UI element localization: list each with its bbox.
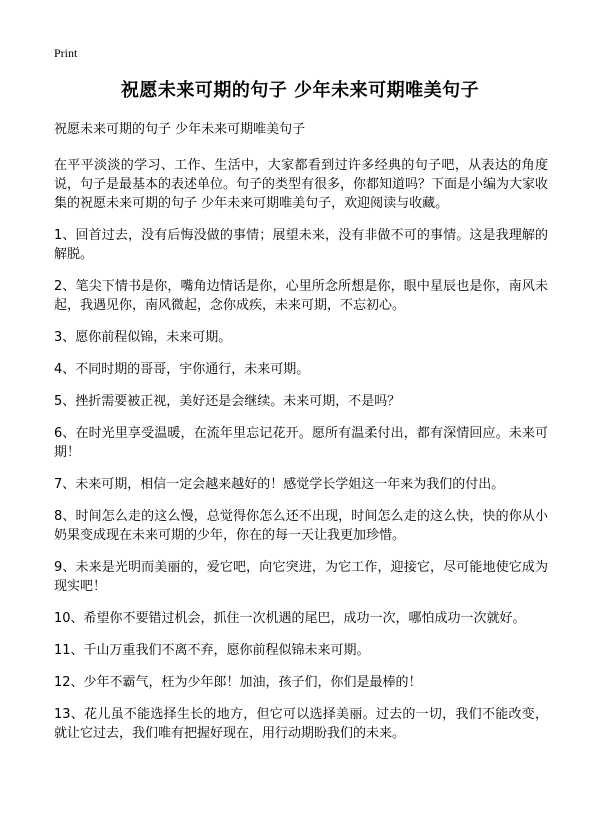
paragraph-4: 4、不同时期的哥哥，宇你通行，未来可期。: [54, 362, 310, 377]
article-subtitle: 祝愿未来可期的句子 少年未来可期唯美句子: [54, 122, 306, 137]
page-title: 祝愿未来可期的句子 少年未来可期唯美句子: [120, 80, 480, 101]
paragraph-11: 11、千山万重我们不离不弃，愿你前程似锦未来可期。: [54, 643, 370, 658]
paragraph-8: 8、时间怎么走的这么慢，总觉得你怎么还不出现，时间怎么走的这么快，快的你从小奶果变成现在未来可期的少年，你在的每一天让我更加珍惜。: [54, 509, 548, 543]
paragraph-10: 10、希望你不要错过机会，抓住一次机遇的尾巴，成功一次，哪怕成功一次就好。: [54, 611, 526, 626]
paragraph-12: 12、少年不霸气，枉为少年郎！加油，孩子们，你们是最棒的！: [54, 675, 422, 690]
paragraph-9: 9、未来是光明而美丽的，爱它吧，向它突进，为它工作，迎接它，尽可能地使它成为现实吧！: [54, 560, 548, 594]
paragraph-6: 6、在时光里享受温暖，在流年里忘记花开。愿所有温柔付出，都有深情回应。未来可期！: [54, 426, 548, 460]
paragraph-3: 3、愿你前程似锦，未来可期。: [54, 330, 232, 345]
print-label[interactable]: Print: [54, 46, 78, 60]
paragraph-1: 1、回首过去，没有后悔没做的事情；展望未来，没有非做不可的事情。这是我理解的解脱。: [54, 228, 548, 262]
article-body: [54, 120, 548, 756]
paragraph-5: 5、挫折需要被正视，美好还是会继续。未来可期，不是吗？: [54, 394, 401, 409]
paragraph-7: 7、未来可期，相信一定会越来越好的！感觉学长学姐这一年来为我们的付出。: [54, 477, 505, 492]
paragraph-13: 13、花儿虽不能选择生长的地方，但它可以选择美丽。过去的一切，我们不能改变，就让它过去，我们唯有把握好现在，用行动期盼我们的未来。: [54, 707, 548, 741]
article-intro: 在平平淡淡的学习、工作、生活中，大家都看到过许多经典的句子吧，从表达的角度说，句子是最基本的表述单位。句子的类型有很多，你都知道吗？下面是小编为大家收集的祝愿未来可期的句子 少年未来可期唯美句子，欢迎阅读与收藏。: [54, 158, 549, 211]
paragraph-2: 2、笔尖下情书是你，嘴角边情话是你，心里所念所想是你，眼中星辰也是你，南风未起，我遇见你，南风微起，念你成疾，未来可期，不忘初心。: [54, 279, 548, 313]
